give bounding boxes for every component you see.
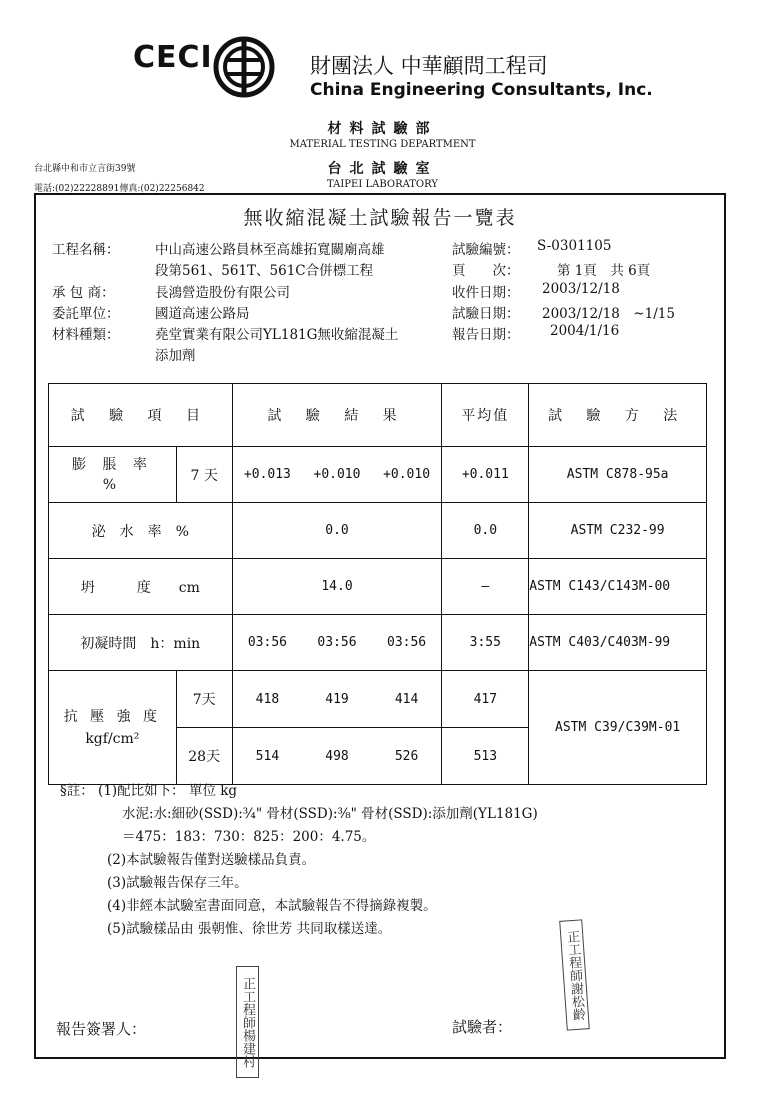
- received-date-label: 收件日期：: [452, 285, 520, 301]
- received-date: 2003/12/18: [542, 281, 620, 297]
- lab-phone: 電話:(02)22228891傳真:(02)22256842: [34, 184, 205, 194]
- expansion-unit: %: [102, 476, 123, 493]
- contractor-label: 承 包 商：: [52, 285, 115, 301]
- note-1-line2: 水泥:水:細砂(SSD):¾" 骨材(SSD):⅜" 骨材(SSD):添加劑(YL181G): [122, 806, 538, 822]
- material-line2: 添加劑: [155, 348, 196, 364]
- expansion-method: ASTM C878-95a: [529, 447, 707, 503]
- bleeding-method: ASTM C232-99: [529, 503, 707, 559]
- report-date-label: 報告日期：: [452, 327, 520, 343]
- row-compressive-7d: [49, 671, 707, 728]
- setting-value-2: 03:56: [317, 635, 357, 650]
- row-expansion: [49, 447, 707, 503]
- compressive-28-value-2: 498: [325, 748, 349, 764]
- project-name-line1: 中山高速公路員林至高雄拓寬關廟高雄: [155, 242, 385, 258]
- setting-label: 初凝時間 h：min: [49, 615, 233, 671]
- contractor-name: 長鴻營造股份有限公司: [155, 285, 290, 301]
- note-1: (1)配比如下： 單位 kg: [98, 783, 238, 799]
- notes-prefix: §註：: [60, 783, 94, 799]
- note-2: (2)本試驗報告僅對送驗樣品負責。: [107, 852, 316, 868]
- note-4: (4)非經本試驗室書面同意，本試驗報告不得摘錄複製。: [107, 898, 437, 914]
- page-label: 頁 次：: [452, 263, 520, 279]
- row-bleeding: [49, 503, 707, 559]
- bleeding-average: 0.0: [442, 503, 529, 559]
- expansion-average: +0.011: [442, 447, 529, 503]
- compressive-28-value-3: 526: [394, 748, 419, 764]
- setting-value-3: 03:56: [387, 635, 427, 650]
- project-label: 工程名稱：: [52, 242, 120, 258]
- lab-name-zh: 台北試驗室: [327, 161, 438, 177]
- dept-name-en: MATERIAL TESTING DEPARTMENT: [289, 139, 476, 150]
- expansion-values: [232, 447, 442, 503]
- compressive-average-28: 513: [442, 728, 529, 785]
- compressive-label: [49, 671, 177, 785]
- page-value: 第 1頁 共 6頁: [557, 263, 651, 279]
- bleeding-value: 0.0: [232, 503, 442, 559]
- tester-label: 試驗者：: [452, 1018, 513, 1036]
- test-no-label: 試驗編號：: [452, 242, 520, 258]
- header-test-result: 試 驗 結 果: [232, 384, 442, 447]
- test-no: S-0301105: [537, 238, 612, 254]
- notes-section: [60, 780, 538, 941]
- header-average: 平均值: [442, 384, 529, 447]
- setting-value-1: 03:56: [247, 635, 287, 650]
- compressive-unit: kgf/cm²: [85, 730, 140, 747]
- report-title: 無收縮混凝土試驗報告一覽表: [243, 207, 517, 229]
- signer-stamp: 正工程師楊建村: [236, 966, 259, 1078]
- compressive-method: ASTM C39/C39M-01: [529, 671, 707, 785]
- compressive-values-28: [232, 728, 442, 785]
- expansion-age: 7 天: [176, 447, 232, 503]
- project-name-line2: 段第561、561T、561C合併標工程: [155, 263, 374, 279]
- compressive-7-value-3: 414: [394, 691, 419, 707]
- compressive-label-text: 抗 壓 強 度: [63, 708, 162, 725]
- header-test-method: 試 驗 方 法: [529, 384, 707, 447]
- setting-values: [232, 615, 442, 671]
- slump-value: 14.0: [232, 559, 442, 615]
- bleeding-label: 泌 水 率 %: [49, 503, 233, 559]
- compressive-age-7: 7天: [176, 671, 232, 728]
- compressive-7-value-1: 418: [255, 691, 280, 707]
- expansion-value-1: +0.013: [243, 467, 291, 482]
- org-name-zh: 財團法人 中華顧問工程司: [310, 54, 548, 78]
- ceci-logo-icon: [213, 36, 275, 98]
- note-5: (5)試驗樣品由 張朝惟、徐世芳 共同取樣送達。: [107, 921, 392, 937]
- slump-label: 坍 度 cm: [49, 559, 233, 615]
- client-label: 委託單位：: [52, 306, 120, 322]
- results-table: [48, 383, 707, 785]
- expansion-value-2: +0.010: [313, 467, 361, 482]
- slump-method: ASTM C143/C143M-00: [529, 559, 707, 615]
- material-label: 材料種類：: [52, 327, 120, 343]
- test-date: 2003/12/18 ~1/15: [542, 306, 675, 322]
- lab-address: 台北縣中和市立言街39號: [34, 164, 136, 174]
- expansion-label: [49, 447, 177, 503]
- compressive-age-28: 28天: [176, 728, 232, 785]
- table-header-row: [49, 384, 707, 447]
- report-date: 2004/1/16: [550, 323, 620, 339]
- test-date-label: 試驗日期：: [452, 306, 520, 322]
- lab-name-en: TAIPEI LABORATORY: [327, 179, 438, 190]
- header-test-item: 試 驗 項 目: [49, 384, 233, 447]
- row-setting-time: [49, 615, 707, 671]
- ceci-logo-text: CECI: [133, 40, 213, 75]
- setting-average: 3:55: [442, 615, 529, 671]
- note-3: (3)試驗報告保存三年。: [107, 875, 248, 891]
- compressive-7-value-2: 419: [325, 691, 349, 707]
- row-slump: [49, 559, 707, 615]
- signer-label: 報告簽署人：: [56, 1020, 147, 1038]
- dept-name-zh: 材料試驗部: [327, 121, 438, 137]
- note-1-line3: ＝475：183：730：825：200：4.75。: [122, 829, 376, 845]
- expansion-value-3: +0.010: [383, 467, 431, 482]
- compressive-values-7: [232, 671, 442, 728]
- tester-stamp: 正工程師謝松齡: [559, 919, 590, 1030]
- setting-method: ASTM C403/C403M-99: [529, 615, 707, 671]
- material-line1: 堯堂實業有限公司YL181G無收縮混凝土: [155, 327, 399, 343]
- compressive-average-7: 417: [442, 671, 529, 728]
- compressive-28-value-1: 514: [255, 748, 280, 764]
- client-name: 國道高速公路局: [155, 306, 250, 322]
- org-name-en: China Engineering Consultants, Inc.: [310, 80, 653, 100]
- slump-average: —: [442, 559, 529, 615]
- expansion-label-text: 膨 脹 率: [71, 456, 153, 473]
